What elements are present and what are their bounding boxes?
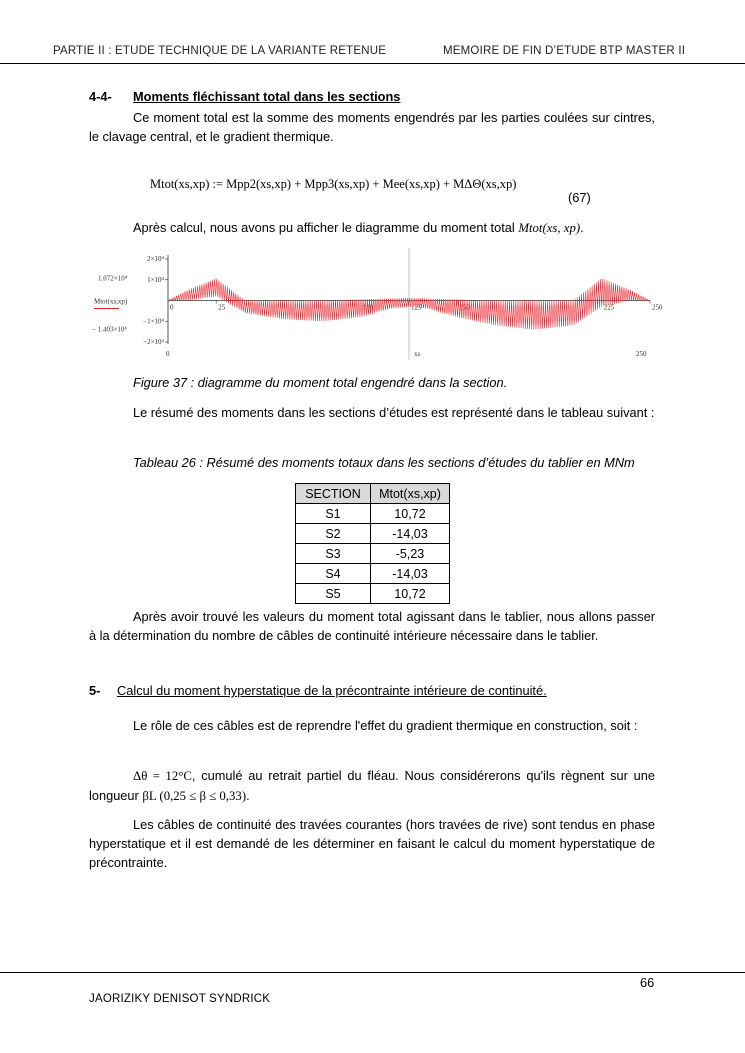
after-calc-text: Après calcul, nous avons pu afficher le diagramme du moment total Mtot(xs, xp). — [133, 220, 584, 235]
table-row — [296, 504, 450, 524]
summary-text: Le résumé des moments dans les sections d’études est représenté dans le tableau suivant : — [133, 405, 655, 420]
figure-caption: Figure 37 : diagramme du moment total engendré dans la section. — [133, 375, 508, 390]
after-table-text: Après avoir trouvé les valeurs du moment total agissant dans le tablier, nous allons passer à la détermination du nombre de câbles de continuité intérieure nécessaire dans le tablier. — [89, 609, 655, 643]
table-cell: -14,03 — [371, 564, 450, 584]
x-axis-title: xs — [414, 350, 421, 358]
section5-p1: Le rôle de ces câbles est de reprendre l'effet du gradient thermique en construction, soit : — [133, 718, 638, 733]
y-axis-title: Mtot(xs,xp) — [94, 297, 128, 306]
header-left: PARTIE II : ETUDE TECHNIQUE DE LA VARIANTE RETENUE — [53, 45, 387, 57]
table-cell: S3 — [296, 544, 371, 564]
table-row — [296, 564, 450, 584]
y-tick-label: −1×10⁴ — [143, 317, 164, 326]
y-tick-label: 1×10⁴ — [147, 275, 164, 284]
footer-author: JAORIZIKY DENISOT SYNDRICK — [89, 993, 271, 1005]
table-row — [296, 584, 450, 604]
math-delta-theta: Δθ = 12°C — [133, 769, 192, 783]
header-right: MEMOIRE DE FIN D’ETUDE BTP MASTER II — [443, 45, 686, 57]
y-tick-label: 2×10⁴ — [147, 255, 164, 263]
section-number: 4-4- — [89, 89, 112, 104]
table-cell: S5 — [296, 584, 371, 604]
section5-p2: Δθ = 12°C, cumulé au retrait partiel du fléau. Nous considérerons qu'ils règnent sur une longueur βL (0,25 ≤ β ≤ 0,33). — [89, 768, 655, 803]
table-caption: Tableau 26 : Résumé des moments totaux dans les sections d’études du tablier en MNm — [133, 455, 635, 470]
x-tick-label: 250 — [652, 303, 663, 312]
math-beta-length: βL (0,25 ≤ β ≤ 0,33) — [142, 789, 247, 803]
section5-p3: Les câbles de continuité des travées courantes (hors travées de rive) sont tendus en phase hyperstatique et il est demandé de les déterminer en faisant le calcul du moment hyperstatique de précontrainte. — [89, 817, 655, 870]
max-marker-label: 1.072×10⁴ — [98, 274, 128, 283]
table-cell: S2 — [296, 524, 371, 544]
x-tick-label: 150 — [459, 303, 470, 312]
section5-number: 5- — [89, 683, 101, 698]
x-axis-max-label: 250 — [636, 350, 647, 358]
math-mtot: Mtot(xs, xp) — [518, 221, 581, 235]
table-row — [296, 524, 450, 544]
table-cell: -14,03 — [371, 524, 450, 544]
table-header-section: SECTION — [296, 484, 371, 504]
equation-number: (67) — [568, 190, 591, 205]
moment-chart — [89, 246, 669, 364]
section5-title: Calcul du moment hyperstatique de la précontrainte intérieure de continuité. — [117, 683, 547, 698]
x-tick-label: 0 — [170, 303, 174, 312]
table-header-row — [296, 484, 450, 504]
footer-rule — [0, 972, 745, 973]
min-marker-label: − 1.403×10⁴ — [92, 325, 127, 334]
header-rule — [0, 63, 745, 64]
table-cell: 10,72 — [371, 504, 450, 524]
x-tick-label: 225 — [603, 303, 615, 312]
y-tick-label: −2×10⁴ — [143, 338, 164, 346]
section-title: Moments fléchissant total dans les sections — [133, 89, 401, 104]
section-intro: Ce moment total est la somme des moments engendrés par les parties coulées sur cintres, le clavage central, et le gradient thermique. — [89, 110, 655, 144]
x-tick-label: 100 — [362, 303, 374, 312]
table-row — [296, 544, 450, 564]
table-cell: 10,72 — [371, 584, 450, 604]
table-cell: S1 — [296, 504, 371, 524]
table-cell: -5,23 — [371, 544, 450, 564]
page-number: 66 — [640, 975, 655, 990]
x-tick-label: 25 — [218, 303, 226, 312]
x-tick-label: 125 — [411, 303, 422, 312]
x-axis-min-label: 0 — [166, 350, 170, 358]
equation: Mtot(xs,xp) := Mpp2(xs,xp) + Mpp3(xs,xp) + Mee(xs,xp) + MΔΘ(xs,xp) — [150, 177, 517, 191]
table-cell: S4 — [296, 564, 371, 584]
table-header-mtot: Mtot(xs,xp) — [371, 484, 450, 504]
moments-table — [295, 483, 450, 604]
